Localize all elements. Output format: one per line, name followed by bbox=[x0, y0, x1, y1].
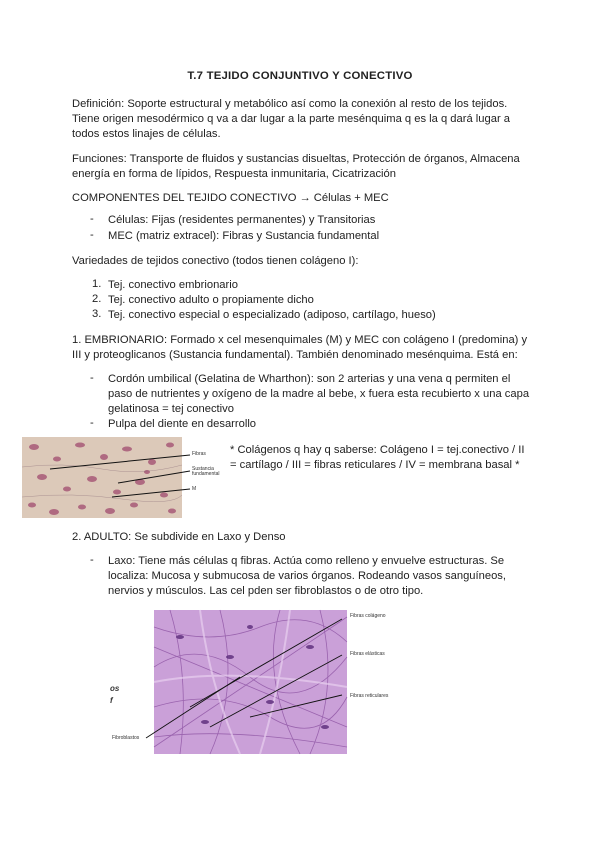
variedades-item-3: Tej. conectivo especial o especializado (adiposo, cartílago, hueso) bbox=[108, 309, 436, 321]
mesenchyme-micrograph bbox=[22, 437, 227, 518]
laxo-side-text: f bbox=[110, 696, 113, 705]
laxo-side-text: os bbox=[110, 684, 120, 693]
funciones-line-1: Funciones: Transporte de fluidos y sustancias disueltas, Protección de órganos, Almacena bbox=[72, 153, 520, 165]
colagenos-note-line-1: * Colágenos q hay q saberse: Colágeno I = tej.conectivo / II bbox=[230, 444, 525, 456]
img1-label-sustancia: Sustancia fundamental bbox=[192, 466, 220, 477]
img2-label-fibroblastos: Fibroblastos bbox=[112, 735, 140, 741]
embrionario-line-1: 1. EMBRIONARIO: Formado x cel mesenquimales (M) y MEC con colágeno I (predomina) y bbox=[72, 334, 528, 346]
img2-label-elasticas: Fibras elásticas bbox=[350, 651, 385, 657]
cordon-line-3: gelatinosa = tej conectivo bbox=[108, 403, 234, 415]
list-number: 3. bbox=[92, 308, 102, 320]
embrionario-line-2: III y proteoglicanos (Sustancia fundamental). También denominado mesénquima. Está en: bbox=[72, 349, 518, 361]
adulto-heading: 2. ADULTO: Se subdivide en Laxo y Denso bbox=[72, 531, 286, 543]
componentes-heading: COMPONENTES DEL TEJIDO CONECTIVO → Células + MEC bbox=[72, 192, 389, 204]
list-bullet: - bbox=[90, 554, 94, 566]
componentes-item-1: Células: Fijas (residentes permanentes) y Transitorias bbox=[108, 214, 376, 226]
list-bullet: - bbox=[90, 372, 94, 384]
funciones-line-2: energía en forma de lípidos, Respuesta inmunitaria, Cicatrización bbox=[72, 168, 396, 180]
cordon-line-1: Cordón umbilical (Gelatina de Wharthon): son 2 arterias y una vena q permiten el bbox=[108, 373, 511, 385]
pulpa-item: Pulpa del diente en desarrollo bbox=[108, 418, 257, 430]
colagenos-note-line-2: = cartílago / III = fibras reticulares / IV = membrana basal * bbox=[230, 459, 520, 471]
img2-label-reticulares: Fibras reticulares bbox=[350, 693, 389, 699]
loose-tissue-micrograph bbox=[110, 607, 410, 757]
list-bullet: - bbox=[90, 417, 94, 429]
laxo-line-2: localiza: Mucosa y submucosa de varios órganos. Rodeando vasos sanguíneos, bbox=[108, 570, 507, 582]
laxo-line-1: Laxo: Tiene más células q fibras. Actúa como relleno y envuelve estructuras. Se bbox=[108, 555, 505, 567]
img1-label-fibras: Fibras bbox=[192, 451, 206, 457]
cordon-line-2: paso de nutrientes y oxígeno de la madre al bebe, x fuera esta recubierto x una capa bbox=[108, 388, 530, 400]
page-title: T.7 TEJIDO CONJUNTIVO Y CONECTIVO bbox=[187, 70, 413, 82]
img1-label-m: M bbox=[192, 486, 197, 492]
list-number: 2. bbox=[92, 293, 102, 305]
laxo-line-3: nervios y músculos. Las cel pden ser fibroblastos o de otro tipo. bbox=[108, 585, 424, 597]
variedades-item-2: Tej. conectivo adulto o propiamente dicho bbox=[108, 294, 314, 306]
definicion-line-1: Definición: Soporte estructural y metabólico así como la conexión al resto de los tejidos. bbox=[72, 98, 508, 110]
definicion-line-3: todos estos linajes de células. bbox=[72, 128, 221, 140]
list-bullet: - bbox=[90, 213, 94, 225]
definicion-line-2: Tiene origen mesodérmico q va a dar lugar a la parte mesénquima q es la q dará lugar a bbox=[72, 113, 511, 125]
variedades-item-1: Tej. conectivo embrionario bbox=[108, 279, 238, 291]
variedades-heading: Variedades de tejidos conectivo (todos tienen colágeno I): bbox=[72, 255, 359, 267]
img2-label-colageno: Fibras colágeno bbox=[350, 613, 386, 619]
componentes-item-2: MEC (matriz extracel): Fibras y Sustancia fundamental bbox=[108, 230, 380, 242]
list-number: 1. bbox=[92, 278, 102, 290]
list-bullet: - bbox=[90, 229, 94, 241]
